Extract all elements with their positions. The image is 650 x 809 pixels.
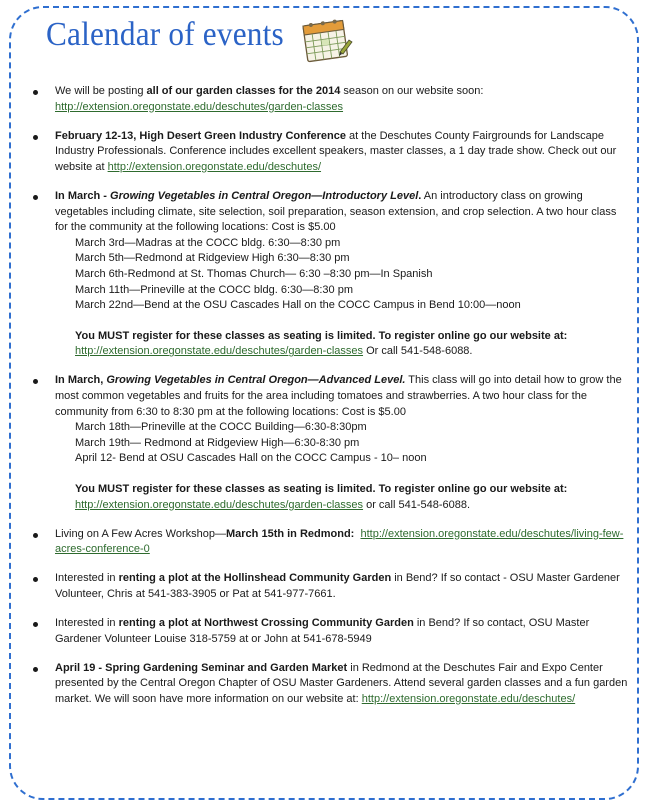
schedule-line: March 5th—Redmond at Ridgeview High 6:30—8:30 pm [75, 252, 350, 265]
event-item: Interested in renting a plot at Northwest Crossing Community Garden in Bend? If so contact, OSU Master Gardener Volunteer Louise 318-5759 at or John at 541-678-5949 [33, 616, 628, 647]
events-list [33, 84, 628, 721]
schedule-line: March 22nd—Bend at the OSU Cascades Hall on the COCC Campus in Bend 10:00—noon [75, 299, 521, 312]
schedule-line: March 19th— Redmond at Ridgeview High—6:30-8:30 pm [75, 436, 360, 449]
schedule-line: March 11th—Prineville at the COCC bldg. 6:30—8:30 pm [75, 283, 353, 296]
schedule-list [55, 420, 628, 467]
deschutes-link[interactable]: http://extension.oregonstate.edu/deschutes/ [361, 692, 576, 705]
few-acres-link[interactable]: http://extension.oregonstate.edu/deschutes/living-few-acres-conference-0 [55, 527, 624, 556]
garden-classes-link[interactable]: http://extension.oregonstate.edu/deschutes/garden-classes [75, 345, 364, 358]
schedule-line: March 18th—Prineville at the COCC Building—6:30-8:30pm [75, 421, 367, 434]
schedule-line: April 12- Bend at OSU Cascades Hall on the COCC Campus - 10– noon [75, 452, 427, 465]
schedule-line: March 3rd—Madras at the COCC bldg. 6:30—8:30 pm [75, 236, 341, 249]
registration-note: You MUST register for these classes as seating is limited. To register online go our website at: http://extension.oregonstate.edu/deschutes/garden-classes Or call 541-548-6088. [75, 329, 568, 358]
bullet [33, 90, 38, 95]
event-item: We will be posting all of our garden classes for the 2014 season on our website soon: http://extension.oregonstate.edu/deschutes/garden-classes [33, 84, 628, 115]
bullet [33, 135, 38, 140]
deschutes-link[interactable]: http://extension.oregonstate.edu/deschutes/ [107, 160, 322, 173]
registration-note: You MUST register for these classes as seating is limited. To register online go our website at: http://extension.oregonstate.edu/deschutes/garden-classes or call 541-548-6088. [75, 482, 568, 511]
event-item: Living on A Few Acres Workshop—March 15th in Redmond: http://extension.oregonstate.edu/deschutes/living-few-acres-conference-0 [33, 527, 628, 558]
schedule-line: March 6th-Redmond at St. Thomas Church— 6:30 –8:30 pm—In Spanish [75, 267, 433, 280]
event-item: April 19 - Spring Gardening Seminar and Garden Market in Redmond at the Deschutes Fair and Expo Center presented by the Central Oregon Chapter of OSU Master Gardeners. Attend several garden classes and a fun garden market. We will soon have more information on our website at: http://extension.oregonstate.edu/deschutes/ [33, 661, 628, 708]
bullet [33, 533, 38, 538]
page-title: Calendar of events [46, 16, 284, 53]
event-item: In March - Growing Vegetables in Central Oregon—Introductory Level. An introductory class on growing vegetables including climate, site selection, soil preparation, season extension, and crop selection. A two hour class for the community at the following locations: Cost is $5.00 March 3rd—Madras at the COCC bldg. 6:30—8:30 pm March 5th—Redmond at Ridgeview High 6:30—8:30 pm March 6th-Redmond at St. Thomas Church— 6:30 –8:30 pm—In Spanish March 11th—Prineville at the COCC bldg. 6:30—8:30 pm March 22nd—Bend at the OSU Cascades Hall on the COCC Campus in Bend 10:00—noon You MUST register for these classes as seating is limited. To register online go our website at: http://extension.oregonstate.edu/deschutes/garden-classes Or call 541-548-6088. [33, 189, 628, 360]
bullet [33, 622, 38, 627]
bullet [33, 195, 38, 200]
garden-classes-link[interactable]: http://extension.oregonstate.edu/deschutes/garden-classes [55, 100, 344, 113]
bullet [33, 379, 38, 384]
schedule-list [55, 236, 628, 314]
event-item: In March, Growing Vegetables in Central Oregon—Advanced Level. This class will go into detail how to grow the most common vegetables and fruits for the area including tomatoes and strawberries. A two hour class for the community from 6:30 to 8:30 pm at the following locations: Cost is $5.00 March 18th—Prineville at the COCC Building—6:30-8:30pm March 19th— Redmond at Ridgeview High—6:30-8:30 pm April 12- Bend at OSU Cascades Hall on the COCC Campus - 10– noon You MUST register for these classes as seating is limited. To register online go our website at: http://extension.oregonstate.edu/deschutes/garden-classes or call 541-548-6088. [33, 373, 628, 513]
bullet [33, 577, 38, 582]
garden-classes-link[interactable]: http://extension.oregonstate.edu/deschutes/garden-classes [75, 498, 364, 511]
calendar-icon [296, 12, 356, 66]
bullet [33, 667, 38, 672]
event-item: February 12-13, High Desert Green Industry Conference at the Deschutes County Fairgrounds for Landscape Industry Professionals. Conference includes excellent speakers, master classes, a 1 day trade show. Check out our website at http://extension.oregonstate.edu/deschutes/ [33, 129, 628, 176]
event-item: Interested in renting a plot at the Hollinshead Community Garden in Bend? If so contact - OSU Master Gardener Volunteer, Chris at 541-383-3905 or Pat at 541-977-7661. [33, 571, 628, 602]
